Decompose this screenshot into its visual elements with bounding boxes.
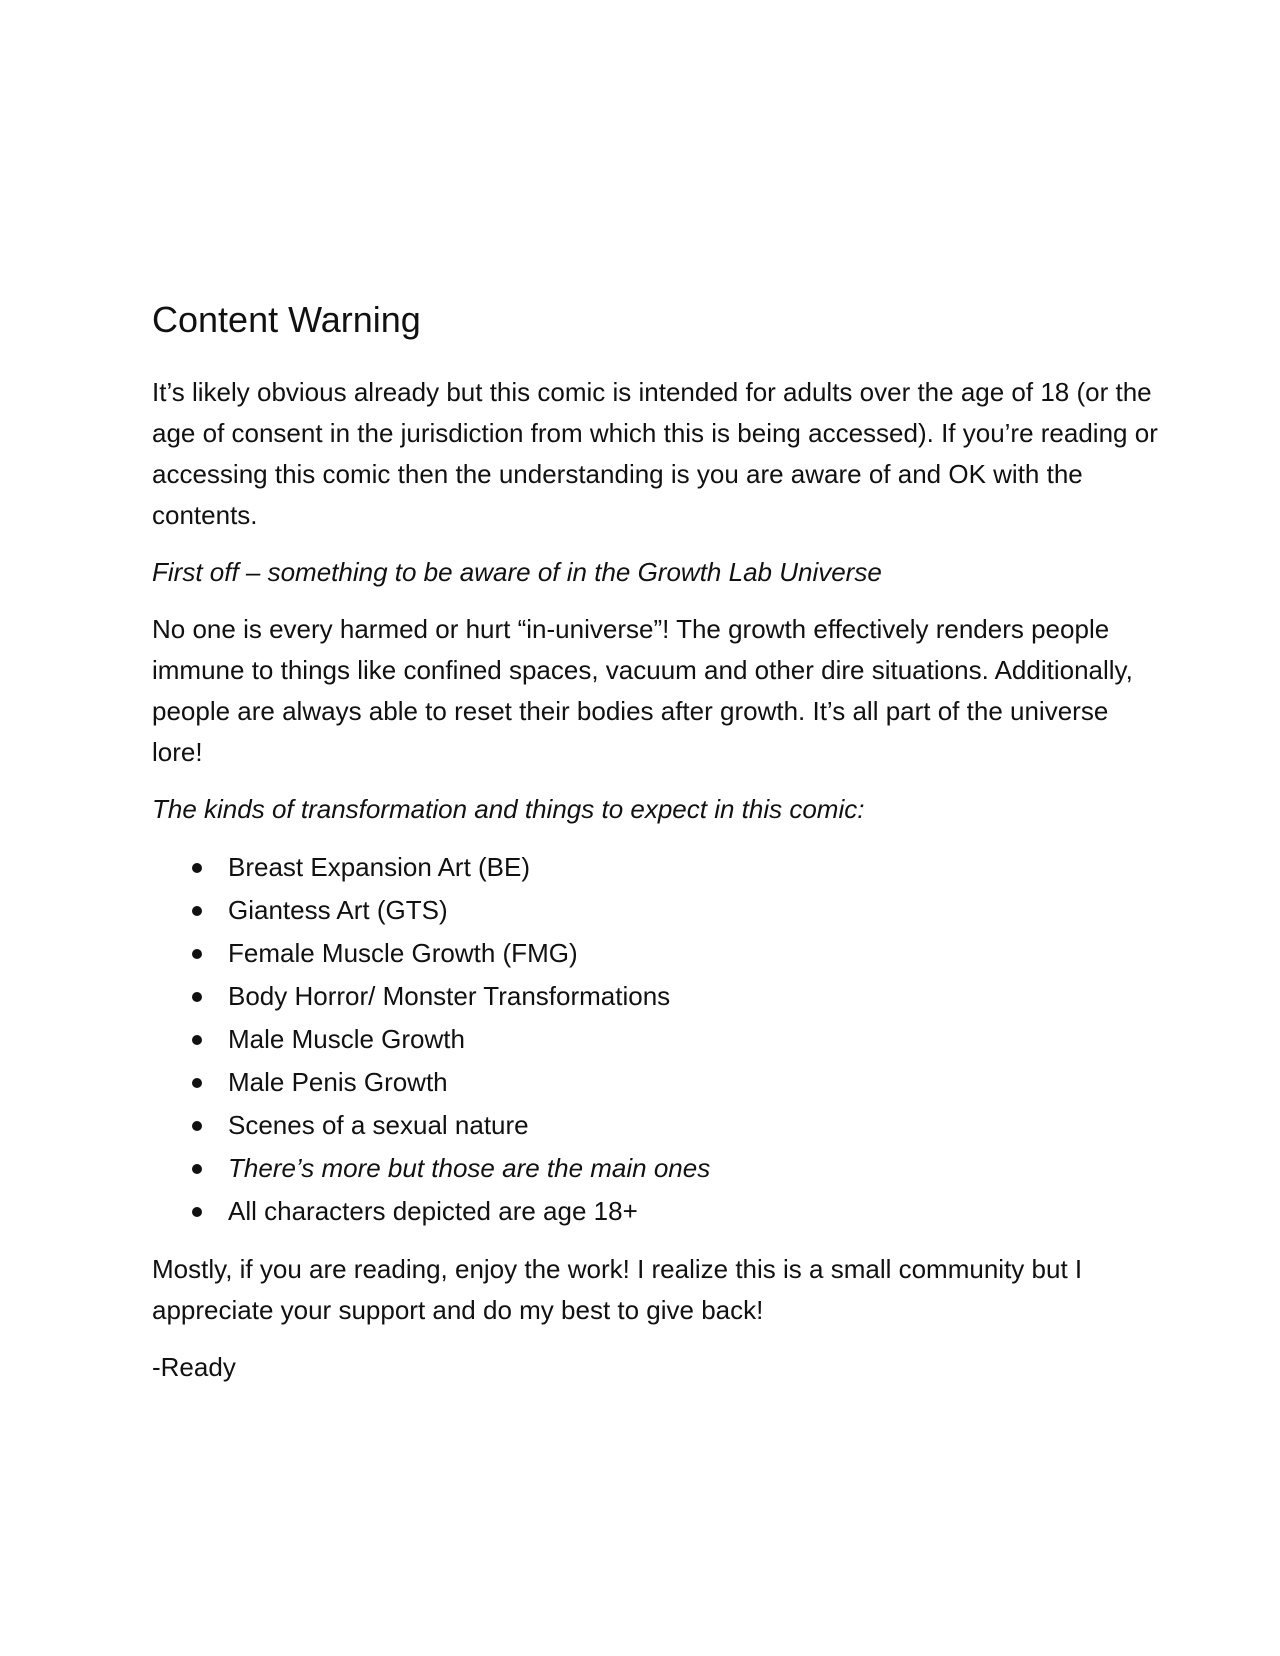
bullet-icon [192,1207,202,1217]
first-off-heading: First off – something to be aware of in the Growth Lab Universe [152,557,882,587]
list-item [192,1190,1162,1233]
bullet-icon [192,1078,202,1088]
list-item [192,1104,1162,1147]
list-item-text: Giantess Art (GTS) [228,895,448,925]
list-item [192,1147,1162,1190]
list-item [192,889,1162,932]
intro-paragraph: It’s likely obvious already but this comic is intended for adults over the age of 18 (or the age of consent in the jurisdiction from which this is being accessed). If you’re reading or accessing this comic then the understanding is you are aware of and OK with the contents. [152,377,1158,530]
bullet-icon [192,992,202,1002]
list-item-text: Body Horror/ Monster Transformations [228,981,671,1011]
list-item-text: There’s more but those are the main ones [228,1153,711,1183]
list-item [192,846,1162,889]
closing-paragraph: Mostly, if you are reading, enjoy the work! I realize this is a small community but I appreciate your support and do my best to give back! [152,1254,1083,1325]
kinds-heading: The kinds of transformation and things to expect in this comic: [152,794,865,824]
list-item-text: Scenes of a sexual nature [228,1110,529,1140]
signature: -Ready [152,1352,236,1382]
list-item-text: All characters depicted are age 18+ [228,1196,638,1226]
list-item-text: Male Muscle Growth [228,1024,465,1054]
list-item [192,1018,1162,1061]
list-item-text: Male Penis Growth [228,1067,448,1097]
bullet-icon [192,1035,202,1045]
page-title: Content Warning [152,299,421,340]
list-item [192,1061,1162,1104]
bullet-icon [192,906,202,916]
list-item [192,975,1162,1018]
bullet-icon [192,863,202,873]
document-body [152,296,1162,1388]
list-item-text: Breast Expansion Art (BE) [228,852,531,882]
bullet-icon [192,1121,202,1131]
list-item-text: Female Muscle Growth (FMG) [228,938,578,968]
bullet-icon [192,1164,202,1174]
content-list [152,846,1162,1233]
bullet-icon [192,949,202,959]
list-item [192,932,1162,975]
universe-note-paragraph: No one is every harmed or hurt “in-universe”! The growth effectively renders people immune to things like confined spaces, vacuum and other dire situations. Additionally, people are always able to reset their bodies after growth. It’s all part of the universe lore! [152,614,1133,767]
